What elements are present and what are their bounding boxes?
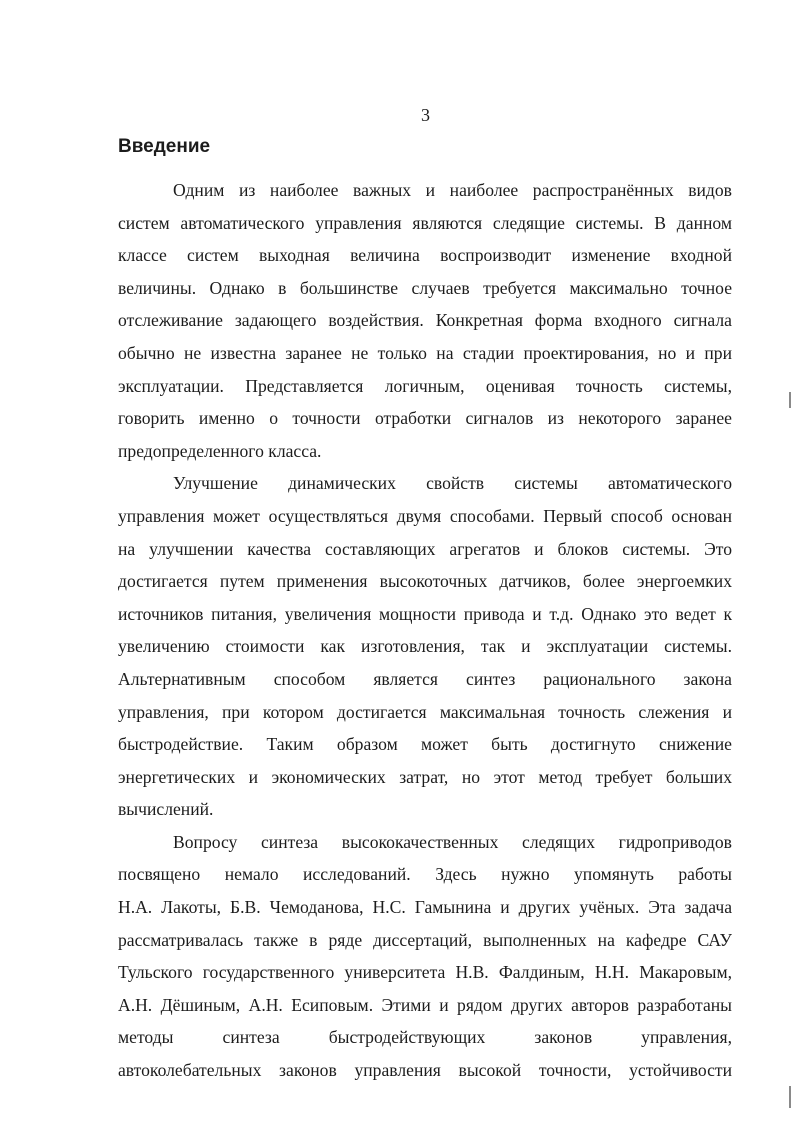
- text-line: управления может осуществляться двумя способами. Первый способ основан: [118, 505, 732, 526]
- text-line: управления, при котором достигается максимальная точность слежения и: [118, 701, 732, 722]
- text-line: классе систем выходная величина воспроизводит изменение входной: [118, 245, 732, 266]
- text-line: эксплуатации. Представляется логичным, оценивая точность системы,: [118, 375, 732, 396]
- text-line: говорить именно о точности отработки сигналов из некоторого заранее: [118, 408, 732, 429]
- text-line: Н.А. Лакоты, Б.В. Чемоданова, Н.С. Гамынина и других учёных. Эта задача: [118, 897, 732, 918]
- text-line: Одним из наиболее важных и наиболее распространённых видов: [173, 180, 732, 200]
- scan-edge-mark: [789, 392, 791, 408]
- paragraph-3: [118, 826, 732, 1087]
- text-line: обычно не известна заранее не только на стадии проектирования, но и при: [118, 342, 732, 363]
- text-line: посвящено немало исследований. Здесь нужно упомянуть работы: [118, 864, 732, 885]
- text-line: Вопросу синтеза высококачественных следящих гидроприводов: [173, 831, 732, 852]
- text-line: быстродействие. Таким образом может быть достигнуто снижение: [118, 734, 732, 755]
- text-line: энергетических и экономических затрат, но этот метод требует больших: [118, 766, 732, 787]
- text-line: источников питания, увеличения мощности привода и т.д. Однако это ведет к: [118, 603, 732, 624]
- body-text: [118, 174, 732, 1087]
- text-line: достигается путем применения высокоточных датчиков, более энергоемких: [118, 571, 732, 592]
- text-line: рассматривалась также в ряде диссертаций, выполненных на кафедре САУ: [118, 929, 732, 950]
- section-heading: Введение: [118, 136, 211, 157]
- text-line: вычислений.: [118, 799, 214, 820]
- text-line: увеличению стоимости как изготовления, так и эксплуатации системы.: [118, 636, 732, 657]
- text-line: Альтернативным способом является синтез рационального закона: [118, 668, 732, 689]
- text-line: А.Н. Дёшиным, А.Н. Есиповым. Этими и рядом других авторов разработаны: [118, 994, 732, 1015]
- text-line: методы синтеза быстродействующих законов управления,: [118, 1027, 732, 1048]
- scan-edge-mark: [789, 1086, 791, 1108]
- text-line: Тульского государственного университета Н.В. Фалдиным, Н.Н. Макаровым,: [118, 962, 732, 983]
- paragraph-1: [118, 174, 732, 467]
- text-line: предопределенного класса.: [118, 440, 322, 461]
- text-line: Улучшение динамических свойств системы автоматического: [173, 473, 732, 494]
- text-line: автоколебательных законов управления высокой точности, устойчивости: [118, 1060, 732, 1081]
- paragraph-2: [118, 467, 732, 826]
- text-line: систем автоматического управления являются следящие системы. В данном: [118, 212, 732, 233]
- page-number: 3: [421, 105, 430, 125]
- text-line: отслеживание задающего воздействия. Конкретная форма входного сигнала: [118, 310, 732, 331]
- text-line: на улучшении качества составляющих агрегатов и блоков системы. Это: [118, 538, 732, 559]
- text-line: величины. Однако в большинстве случаев требуется максимально точное: [118, 277, 732, 298]
